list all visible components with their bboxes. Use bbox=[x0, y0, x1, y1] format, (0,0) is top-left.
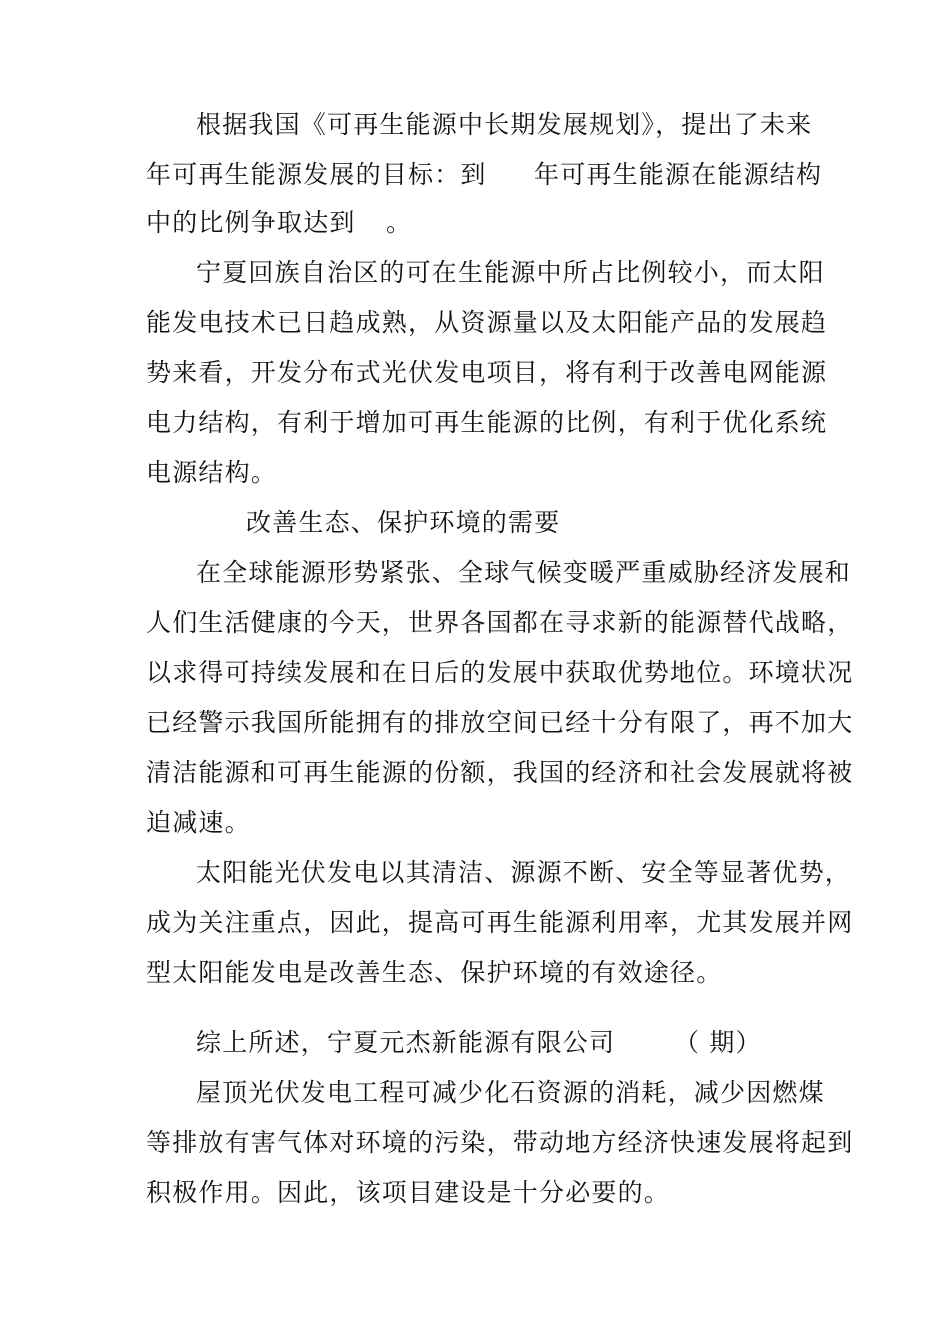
paragraph-line: 型太阳能发电是改善生态、保护环境的有效途径。 bbox=[146, 958, 723, 987]
text-segment: （ 期） bbox=[674, 1028, 762, 1057]
paragraph-line: 电源结构。 bbox=[146, 458, 278, 487]
paragraph-line: 已经警示我国所能拥有的排放空间已经十分有限了，再不加大 bbox=[146, 708, 854, 737]
paragraph-line: 太阳能光伏发电以其清洁、源源不断、安全等显著优势， bbox=[196, 858, 852, 887]
text-segment: 中的比例争取达到 bbox=[146, 208, 356, 237]
section-heading: 改善生态、保护环境的需要 bbox=[246, 508, 561, 537]
paragraph-line: 以求得可持续发展和在日后的发展中获取优势地位。环境状况 bbox=[146, 658, 854, 687]
paragraph-line: 人们生活健康的今天，世界各国都在寻求新的能源替代战略， bbox=[146, 608, 854, 637]
paragraph-line: 势来看，开发分布式光伏发电项目，将有利于改善电网能源 bbox=[146, 358, 828, 387]
paragraph-line: 在全球能源形势紧张、全球气候变暖严重威胁经济发展和 bbox=[196, 558, 852, 587]
paragraph-line: 电力结构，有利于增加可再生能源的比例，有利于优化系统 bbox=[146, 408, 828, 437]
paragraph-line: 等排放有害气体对环境的污染，带动地方经济快速发展将起到 bbox=[146, 1128, 854, 1157]
text-segment: 综上所述，宁夏元杰新能源有限公司 bbox=[196, 1028, 616, 1057]
text-segment: 年可再生能源发展的目标：到 bbox=[146, 160, 487, 189]
paragraph-line: 根据我国《可再生能源中长期发展规划》，提出了未来 bbox=[196, 110, 813, 139]
paragraph-line: 屋顶光伏发电工程可减少化石资源的消耗，减少因燃煤 bbox=[196, 1078, 825, 1107]
paragraph-line: 积极作用。因此，该项目建设是十分必要的。 bbox=[146, 1178, 671, 1207]
paragraph-line: 宁夏回族自治区的可在生能源中所占比例较小，而太阳 bbox=[196, 258, 825, 287]
paragraph-line: 能发电技术已日趋成熟，从资源量以及太阳能产品的发展趋 bbox=[146, 308, 828, 337]
paragraph-line: 成为关注重点，因此，提高可再生能源利用率，尤其发展并网 bbox=[146, 908, 854, 937]
paragraph-line: 迫减速。 bbox=[146, 808, 251, 837]
text-segment: 。 bbox=[386, 208, 413, 237]
paragraph-line: 清洁能源和可再生能源的份额，我国的经济和社会发展就将被 bbox=[146, 758, 854, 787]
text-segment: 年可再生能源在能源结构 bbox=[534, 160, 823, 189]
